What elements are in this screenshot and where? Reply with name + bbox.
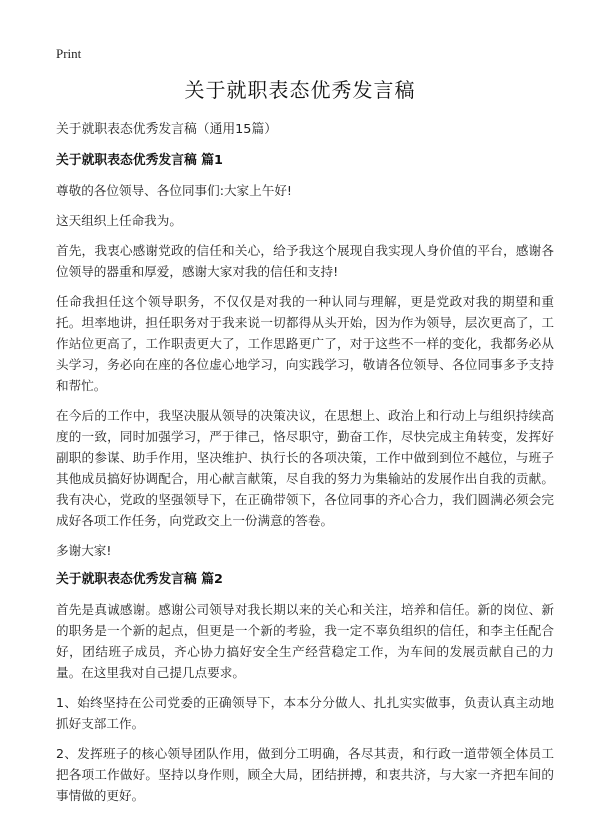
paragraph: 首先，我衷心感谢党政的信任和关心，给予我这个展现自我实现人身价值的平台，感谢各位领导的器重和厚爱，感谢大家对我的信任和支持! (56, 243, 554, 279)
document-subtitle: 关于就职表态优秀发言稿（通用15篇） (56, 122, 278, 137)
print-link[interactable]: Print (56, 46, 82, 61)
paragraph: 尊敬的各位领导、各位同事们:大家上午好! (56, 183, 292, 198)
paragraph: 任命我担任这个领导职务，不仅仅是对我的一种认同与理解，更是党政对我的期望和重托。坦率地讲，担任职务对于我来说一切都得从头开始，因为作为领导，层次更高了，工作站位更高了，工作职责更大了，工作思路更广了，对于这些不一样的变化，我都务必从头学习，务必向在座的各位虚心地学习，向实践学习，敬请各位领导、各位同事多予支持和帮忙。 (56, 294, 554, 393)
page-title: 关于就职表态优秀发言稿 (184, 78, 416, 102)
paragraph: 这天组织上任命我为。 (56, 213, 182, 228)
section-heading-1: 关于就职表态优秀发言稿 篇1 (56, 153, 223, 168)
paragraph: 1、始终坚持在公司党委的正确领导下，本本分分做人、扎扎实实做事，负责认真主动地抓好支部工作。 (56, 695, 554, 731)
paragraph: 在今后的工作中，我坚决服从领导的决策决议，在思想上、政治上和行动上与组织持续高度的一致，同时加强学习，严于律己，恪尽职守，勤奋工作，尽快完成主角转变，发挥好副职的参谋、助手作用，坚决维护、执行长的各项决策，工作中做到到位不越位，与班子其他成员搞好协调配合，用心献言献策，尽自我的努力为集输站的发展作出自我的贡献。我有决心，党政的坚强领导下，在正确带领下，各位同事的齐心合力，我们圆满必须会完成好各项工作任务，向党政交上一份满意的答卷。 (56, 408, 554, 528)
document-body (56, 120, 554, 815)
paragraph: 首先是真诚感谢。感谢公司领导对我长期以来的关心和关注，培养和信任。新的岗位、新的职务是一个新的起点，但更是一个新的考验，我一定不辜负组织的信任，和李主任配合好，团结班子成员，齐心协力搞好安全生产经营稳定工作，为车间的发展贡献自己的力量。在这里我对自己提几点要求。 (56, 602, 554, 680)
paragraph: 2、发挥班子的核心领导团队作用，做到分工明确，各尽其责，和行政一道带领全体员工把各项工作做好。坚持以身作则，顾全大局，团结拼搏，和衷共济，与大家一齐把车间的事情做的更好。 (56, 746, 554, 803)
paragraph: 多谢大家! (56, 543, 112, 558)
section-heading-2: 关于就职表态优秀发言稿 篇2 (56, 572, 223, 587)
